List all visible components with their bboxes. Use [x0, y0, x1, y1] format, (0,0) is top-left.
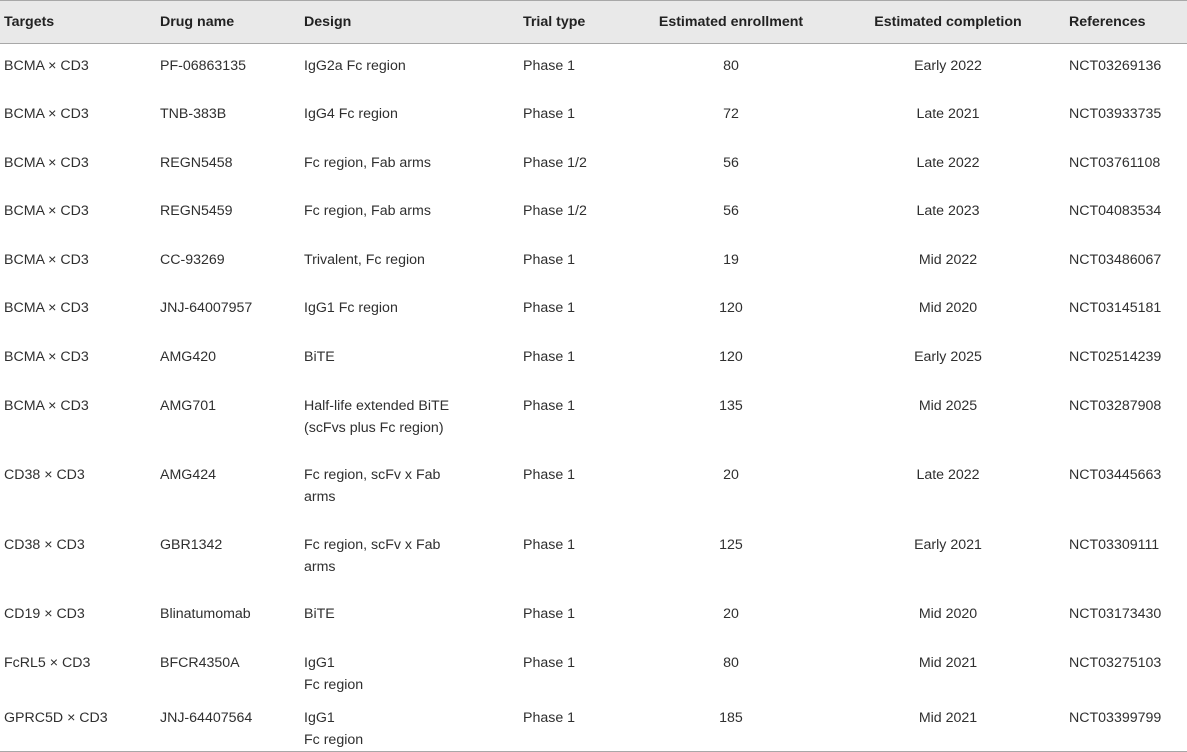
table-row — [0, 641, 1187, 696]
cell-trial-type: Phase 1 — [523, 300, 576, 317]
cell-design — [302, 286, 521, 335]
cell-reference: NCT03173430 — [1069, 606, 1162, 623]
cell-completion: Late 2023 — [916, 203, 980, 220]
cell-targets: BCMA × CD3 — [4, 349, 89, 366]
cell-enrollment: 80 — [723, 655, 739, 672]
cell-enrollment: 56 — [723, 154, 739, 171]
cell-drug-name: TNB-383B — [160, 106, 227, 123]
cell-design — [302, 453, 521, 523]
cell-design — [302, 92, 521, 141]
design-line: Fc region, Fab arms — [304, 154, 431, 171]
cell-enrollment: 80 — [723, 58, 739, 74]
design-line: BiTE — [304, 349, 335, 366]
cell-trial-type: Phase 1 — [523, 106, 576, 123]
cell-enrollment: 20 — [723, 467, 739, 484]
table-header — [0, 1, 1187, 44]
design-line: Fc region, Fab arms — [304, 203, 431, 220]
cell-trial-type: Phase 1 — [523, 349, 576, 366]
cell-enrollment: 185 — [633, 696, 827, 752]
design-line: arms — [304, 558, 336, 575]
cell-targets: BCMA × CD3 — [4, 58, 89, 74]
design-line: IgG4 Fc region — [304, 106, 398, 123]
header-targets: Targets — [0, 1, 158, 44]
header-references: References — [1067, 1, 1187, 44]
cell-enrollment: 120 — [719, 300, 743, 317]
cell-enrollment: 19 — [723, 251, 739, 268]
design-line: Trivalent, Fc region — [304, 251, 425, 268]
cell-design — [302, 523, 521, 593]
cell-drug-name: JNJ-64407564 — [158, 696, 302, 752]
design-line: Fc region — [304, 677, 364, 694]
header-estimated-completion: Estimated completion — [827, 1, 1067, 44]
cell-trial-type: Phase 1 — [523, 397, 576, 414]
cell-completion: Early 2022 — [914, 58, 982, 74]
cell-drug-name: REGN5458 — [160, 154, 233, 171]
table-row — [0, 384, 1187, 454]
cell-trial-type: Phase 1 — [521, 696, 633, 752]
design-line: IgG1 Fc region — [304, 300, 398, 317]
table-row — [0, 44, 1187, 93]
table-row — [0, 238, 1187, 287]
cell-targets: CD19 × CD3 — [4, 606, 85, 623]
cell-design — [302, 592, 521, 641]
header-estimated-enrollment: Estimated enrollment — [633, 1, 827, 44]
cell-drug-name: GBR1342 — [160, 536, 223, 553]
cell-reference: NCT03933735 — [1069, 106, 1162, 123]
cell-targets: GPRC5D × CD3 — [0, 696, 158, 752]
cell-completion: Mid 2025 — [918, 397, 978, 414]
cell-drug-name: BFCR4350A — [160, 655, 240, 672]
cell-completion: Late 2022 — [916, 467, 980, 484]
cell-design — [302, 238, 521, 287]
cell-reference: NCT03269136 — [1069, 58, 1162, 74]
design-line: Fc region, scFv x Fab — [304, 467, 441, 484]
cell-completion: Late 2022 — [916, 154, 980, 171]
cell-reference: NCT02514239 — [1069, 349, 1162, 366]
header-row — [0, 1, 1187, 44]
cell-reference: NCT03309111 — [1069, 536, 1160, 553]
cell-targets: FcRL5 × CD3 — [4, 655, 91, 672]
header-trial-type: Trial type — [521, 1, 633, 44]
cell-targets: CD38 × CD3 — [4, 467, 85, 484]
cell-trial-type: Phase 1/2 — [523, 203, 587, 220]
design-line: Half-life extended BiTE — [304, 397, 450, 414]
cell-targets: BCMA × CD3 — [4, 397, 89, 414]
cell-trial-type: Phase 1 — [523, 606, 576, 623]
design-line: IgG1 — [304, 655, 335, 672]
design-line: Fc region, scFv x Fab — [304, 536, 441, 553]
cell-design — [302, 384, 521, 454]
design-line: IgG2a Fc region — [304, 58, 406, 74]
cell-trial-type: Phase 1/2 — [523, 154, 587, 171]
cell-enrollment: 135 — [719, 397, 743, 414]
cell-enrollment: 120 — [719, 349, 743, 366]
cell-trial-type: Phase 1 — [523, 655, 576, 672]
cell-reference: NCT03275103 — [1069, 655, 1162, 672]
design-line: arms — [304, 489, 336, 506]
cell-targets: BCMA × CD3 — [4, 251, 89, 268]
cell-drug-name: JNJ-64007957 — [160, 300, 253, 317]
cell-reference: NCT03445663 — [1069, 467, 1162, 484]
cell-reference: NCT03761108 — [1069, 154, 1161, 171]
cell-design — [302, 641, 521, 696]
table-row — [0, 453, 1187, 523]
cell-reference: NCT03486067 — [1069, 251, 1162, 268]
cell-trial-type: Phase 1 — [523, 536, 576, 553]
cell-design — [302, 44, 521, 93]
table-body — [0, 44, 1187, 752]
cell-targets: BCMA × CD3 — [4, 300, 89, 317]
table-row — [0, 189, 1187, 238]
table-row — [0, 92, 1187, 141]
cell-drug-name: Blinatumomab — [160, 606, 251, 623]
table-row — [0, 696, 1187, 752]
cell-trial-type: Phase 1 — [523, 251, 576, 268]
cell-design — [302, 141, 521, 190]
table-row — [0, 286, 1187, 335]
cell-completion: Late 2021 — [916, 106, 980, 123]
design-line: Fc region — [304, 732, 364, 749]
cell-completion: Early 2025 — [914, 349, 982, 366]
cell-enrollment: 72 — [723, 106, 739, 123]
cell-targets: BCMA × CD3 — [4, 203, 89, 220]
cell-completion: Mid 2021 — [918, 655, 978, 672]
cell-enrollment: 125 — [719, 536, 743, 553]
header-design: Design — [302, 1, 521, 44]
table-row — [0, 592, 1187, 641]
cell-reference: NCT03145181 — [1069, 300, 1162, 317]
cell-drug-name: REGN5459 — [160, 203, 233, 220]
cell-completion: Mid 2022 — [918, 251, 978, 268]
table-row — [0, 523, 1187, 593]
cell-targets: CD38 × CD3 — [4, 536, 85, 553]
design-line: (scFvs plus Fc region) — [304, 419, 444, 436]
cell-completion: Mid 2021 — [827, 696, 1067, 752]
cell-drug-name: CC-93269 — [160, 251, 225, 268]
cell-completion: Mid 2020 — [918, 300, 978, 317]
table-row — [0, 335, 1187, 384]
cell-reference: NCT03399799 — [1067, 696, 1187, 752]
cell-trial-type: Phase 1 — [523, 58, 576, 74]
cell-trial-type: Phase 1 — [523, 467, 576, 484]
cell-design — [302, 335, 521, 384]
cell-drug-name: AMG701 — [160, 397, 216, 414]
cell-design — [302, 696, 521, 752]
cell-reference: NCT04083534 — [1069, 203, 1162, 220]
header-drug-name: Drug name — [158, 1, 302, 44]
cell-reference: NCT03287908 — [1069, 397, 1162, 414]
cell-targets: BCMA × CD3 — [4, 106, 89, 123]
cell-drug-name: PF-06863135 — [160, 58, 246, 74]
cell-design — [302, 189, 521, 238]
cell-drug-name: AMG420 — [160, 349, 216, 366]
cell-targets: BCMA × CD3 — [4, 154, 89, 171]
cell-completion: Mid 2020 — [918, 606, 978, 623]
cell-completion: Early 2021 — [914, 536, 982, 553]
design-line: IgG1 — [304, 710, 335, 727]
cell-drug-name: AMG424 — [160, 467, 216, 484]
cell-enrollment: 20 — [723, 606, 739, 623]
cell-enrollment: 56 — [723, 203, 739, 220]
design-line: BiTE — [304, 606, 335, 623]
table-row — [0, 141, 1187, 190]
